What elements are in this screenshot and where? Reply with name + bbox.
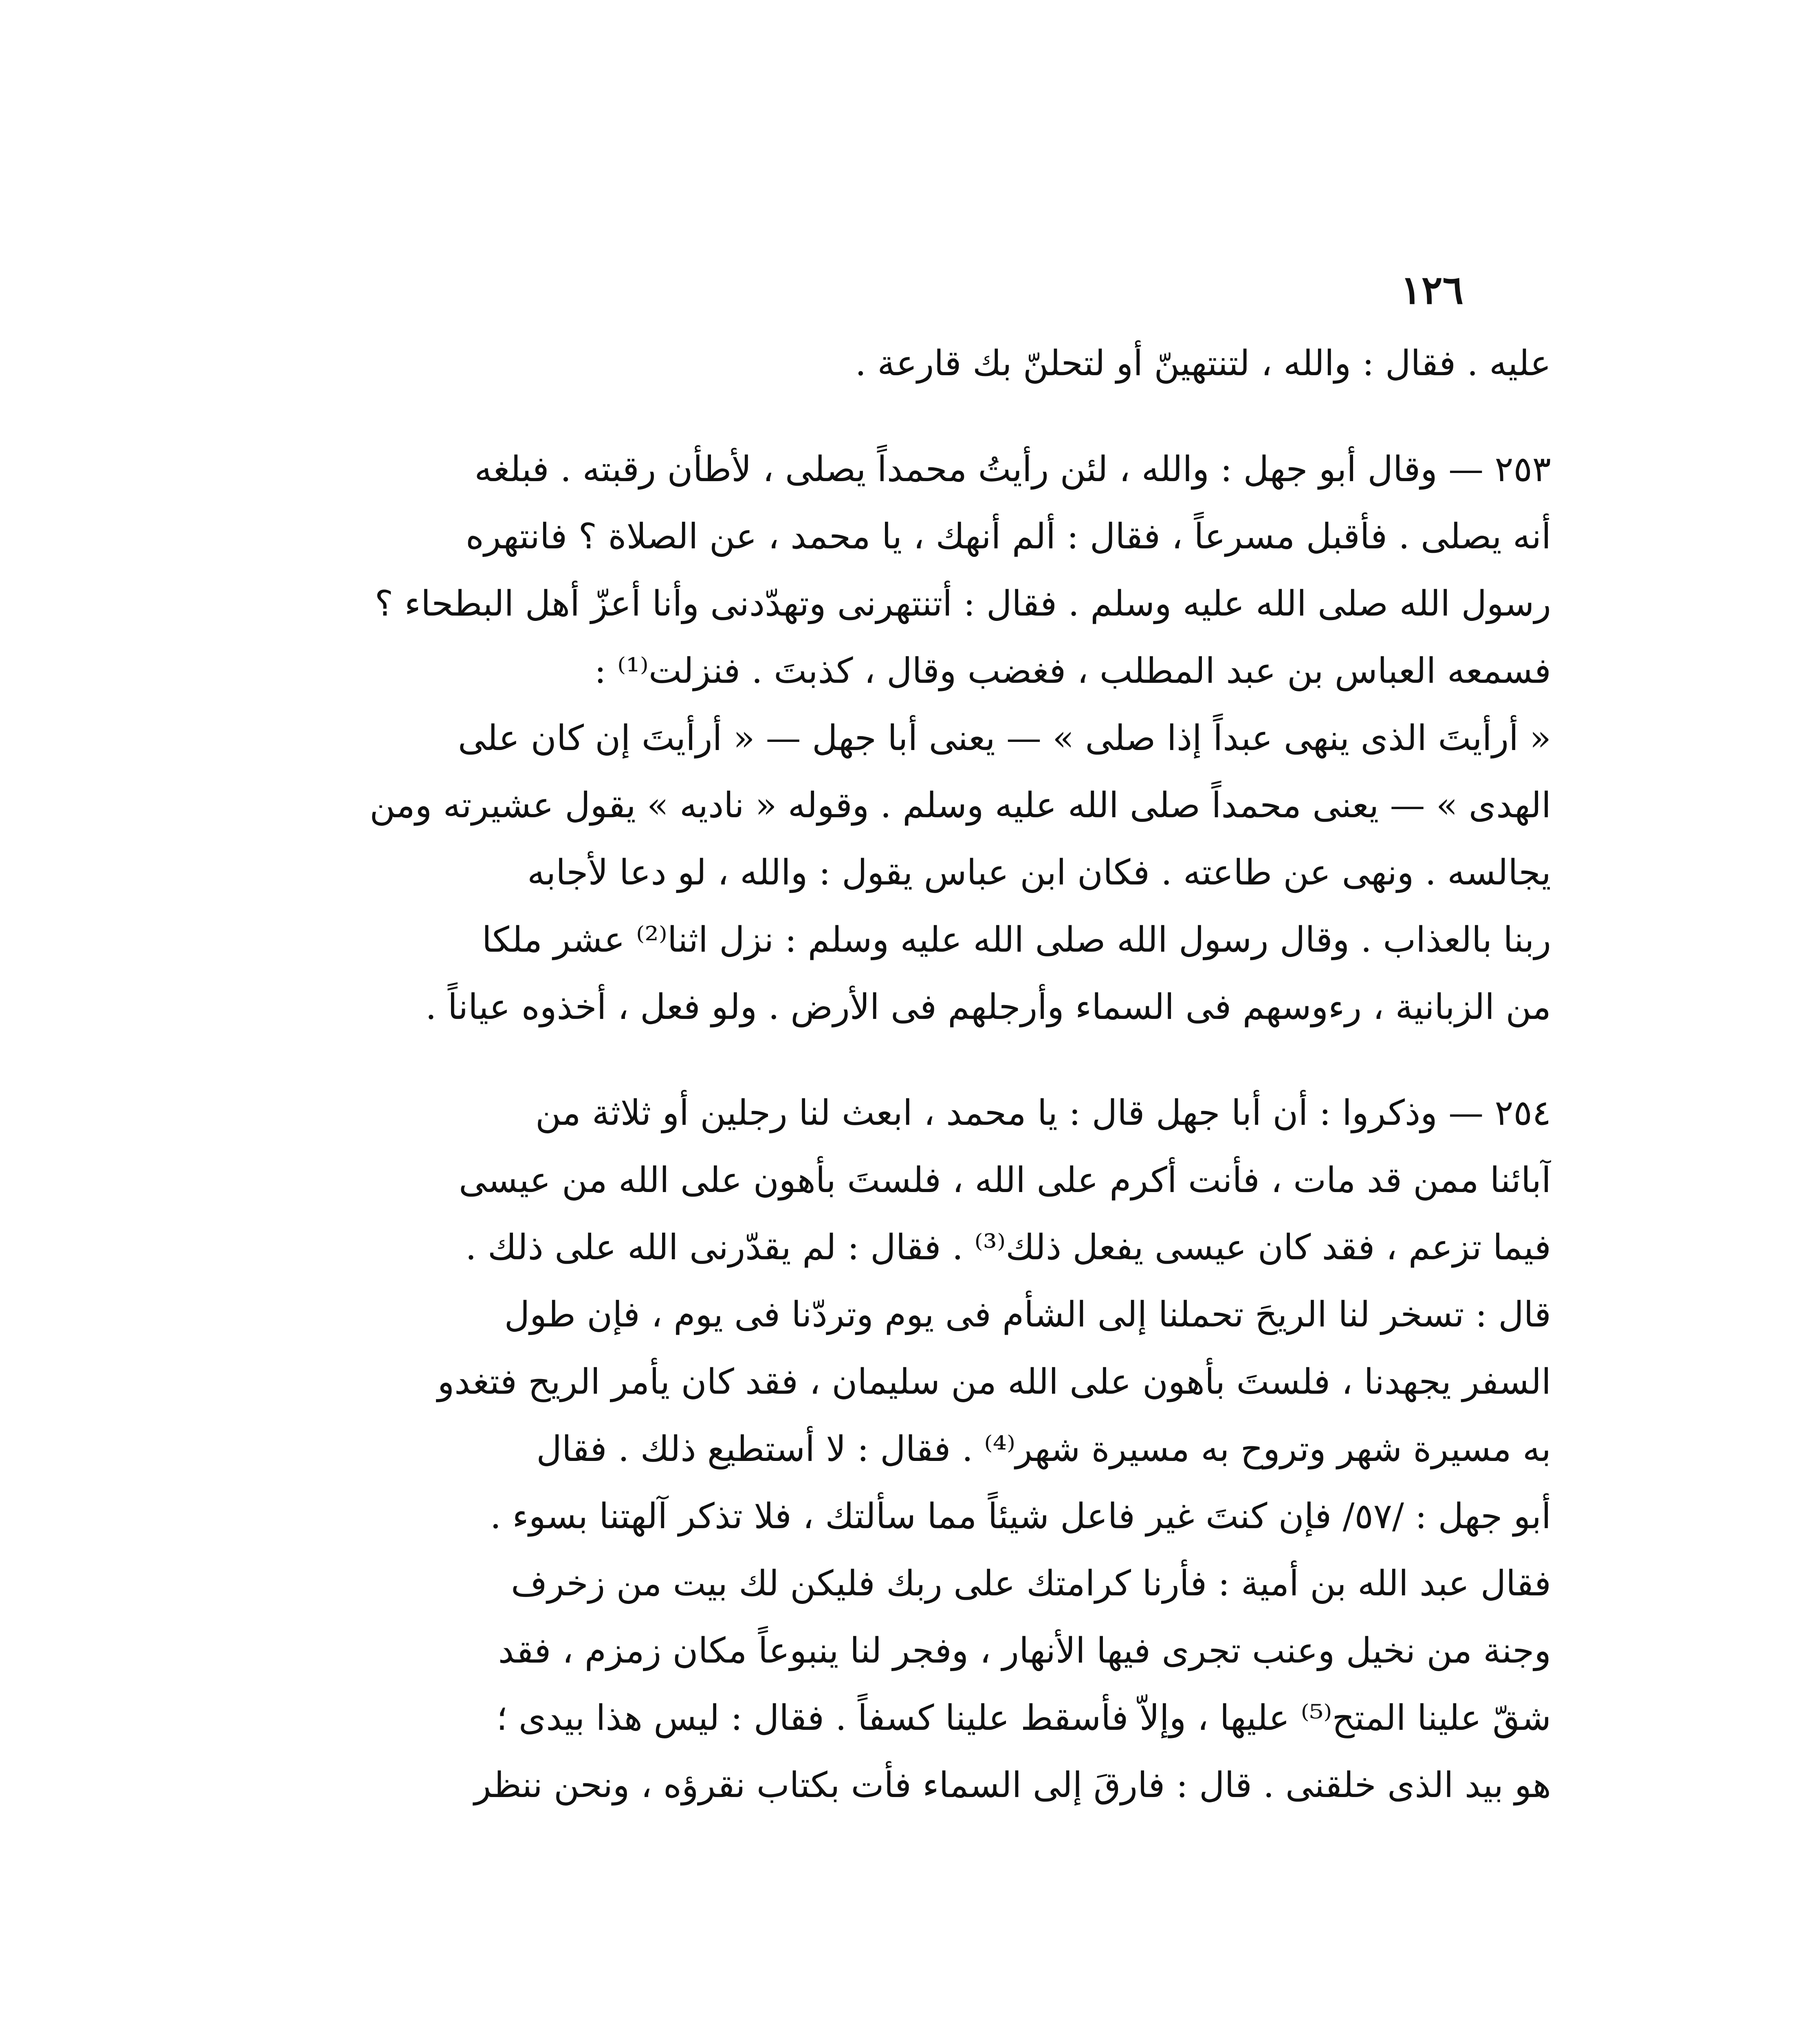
paragraph-gap (304, 1041, 1551, 1080)
text-line: فيما تزعم ، فقد كان عيسى يفعل ذلك⁽³⁾ . فقال : لم يقدّرنى الله على ذلك . (465, 1227, 1551, 1268)
text-line: رسول الله صلى الله عليه وسلم . فقال : أتنتهرنى وتهدّدنى وأنا أعزّ أهل البطحاء ؟ (374, 583, 1551, 624)
text-line: السفر يجهدنا ، فلستَ بأهون على الله من سليمان ، فقد كان يأمر الريح فتغدو (437, 1362, 1551, 1402)
text-line: ٢٥٤ — وذكروا : أن أبا جهل قال : يا محمد ، ابعث لنا رجلين أو ثلاثة من (535, 1093, 1551, 1133)
page-number: ١٢٦ (1400, 267, 1463, 313)
text-line: قال : تسخر لنا الريحَ تحملنا إلى الشأم فى يوم وتردّنا فى يوم ، فإن طول (504, 1294, 1551, 1335)
text-line: فسمعه العباس بن عبد المطلب ، فغضب وقال ، كذبتَ . فنزلت⁽¹⁾ : (594, 651, 1551, 691)
text-line: أبو جهل : /٥٧/ فإن كنتَ غير فاعل شيئاً مما سألتك ، فلا تذكر آلهتنا بسوء . (490, 1496, 1551, 1537)
main-text (304, 330, 1551, 1819)
text-line: يجالسه . ونهى عن طاعته . فكان ابن عباس يقول : والله ، لو دعا لأجابه (527, 852, 1551, 893)
paragraph-254 (304, 1080, 1551, 1819)
text-line: عليه . فقال : والله ، لتنتهينّ أو لتحلنّ بك قارعة . (855, 343, 1551, 384)
text-line: أنه يصلى . فأقبل مسرعاً ، فقال : ألم أنهك ، يا محمد ، عن الصلاة ؟ فانتهره (465, 516, 1551, 557)
paragraph-253 (304, 436, 1551, 1041)
text-line: ٢٥٣ — وقال أبو جهل : والله ، لئن رأيتُ محمداً يصلى ، لأطأن رقبته . فبلغه (474, 449, 1551, 490)
text-line: ربنا بالعذاب . وقال رسول الله صلى الله عليه وسلم : نزل اثنا⁽²⁾ عشر ملكا (482, 920, 1551, 960)
text-line: الهدى » — يعنى محمداً صلى الله عليه وسلم . وقوله « ناديه » يقول عشيرته ومن (370, 785, 1551, 826)
paragraph-gap (304, 397, 1551, 436)
text-line: من الزبانية ، رءوسهم فى السماء وأرجلهم فى الأرض . ولو فعل ، أخذوه عياناً . (425, 987, 1551, 1027)
text-line: هو بيد الذى خلقنى . قال : فارقَ إلى السماء فأت بكتاب نقرؤه ، ونحن ننظر (474, 1765, 1551, 1806)
text-line: فقال عبد الله بن أمية : فأرنا كرامتك على ربك فليكن لك بيت من زخرف (511, 1563, 1551, 1604)
text-line: به مسيرة شهر وتروح به مسيرة شهر⁽⁴⁾ . فقال : لا أستطيع ذلك . فقال (536, 1429, 1551, 1469)
paragraph-intro (304, 330, 1551, 397)
text-line: آبائنا ممن قد مات ، فأنت أكرم على الله ، فلستَ بأهون على الله من عيسى (459, 1160, 1551, 1201)
text-line: وجنة من نخيل وعنب تجرى فيها الأنهار ، وفجر لنا ينبوعاً مكان زمزم ، فقد (498, 1630, 1551, 1671)
text-line: شقّ علينا المتح⁽⁵⁾ عليها ، وإلاّ فأسقط علينا كسفاً . فقال : ليس هذا بيدى ؛ (496, 1698, 1551, 1738)
text-line: « أرأيتَ الذى ينهى عبداً إذا صلى » — يعنى أبا جهل — « أرأيتَ إن كان على (458, 718, 1551, 759)
